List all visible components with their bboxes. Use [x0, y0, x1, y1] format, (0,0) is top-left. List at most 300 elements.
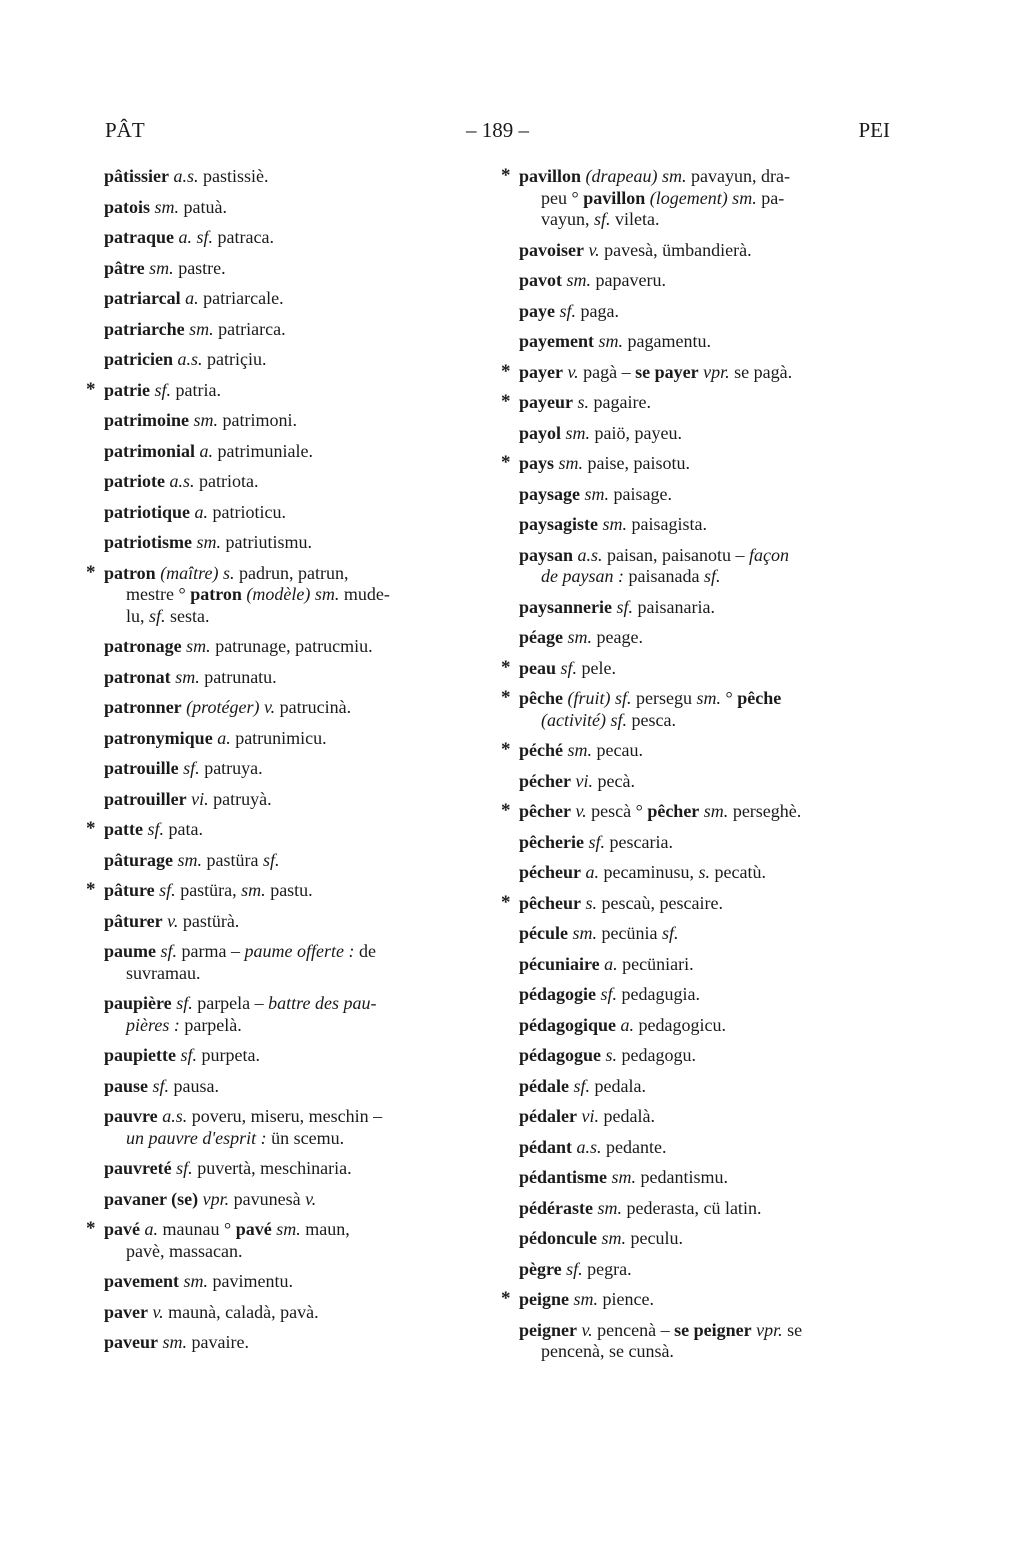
grammar-label: sf. [594, 209, 611, 229]
entry-line [104, 606, 476, 628]
translation: se pagà. [729, 361, 793, 382]
grammar-label: sf. [171, 993, 193, 1013]
translation: patruyà. [208, 788, 272, 809]
grammar-label: battre des pau- [268, 993, 377, 1013]
translation: maunà, caladà, pavà. [163, 1301, 319, 1322]
grammar-label: sf. [612, 596, 634, 617]
entry-line [519, 1167, 891, 1189]
dictionary-entry [519, 1045, 891, 1067]
grammar-label: a. sf. [174, 227, 214, 247]
translation: pastüra [202, 849, 263, 870]
headword: pédagogie [519, 984, 597, 1004]
grammar-label: (protéger) v. [181, 697, 276, 717]
headword: paupière [104, 993, 172, 1013]
translation: patrimuniale. [213, 440, 313, 461]
grammar-label: v. [305, 1188, 317, 1209]
dictionary-entry [104, 758, 476, 780]
page-number: – 189 – [466, 118, 529, 142]
headword: pêcher [519, 801, 571, 821]
translation: pescaria. [604, 831, 673, 852]
translation: puvertà, meschinaria. [192, 1158, 352, 1178]
headword: se payer [635, 361, 699, 382]
translation: patrunatu. [199, 666, 277, 687]
entry-line [519, 923, 891, 945]
dictionary-entry [104, 636, 476, 658]
entry-line [519, 188, 891, 210]
grammar-label: sm. [191, 532, 221, 552]
translation: pedalà. [599, 1106, 655, 1126]
headword: patriotique [104, 501, 191, 522]
dictionary-entry [519, 545, 891, 588]
grammar-label: sm. [170, 666, 200, 687]
translation: mude- [339, 584, 390, 604]
grammar-label: v. [162, 910, 179, 931]
entry-line [104, 789, 476, 811]
entry-line [104, 227, 476, 249]
entry-line [519, 1320, 891, 1342]
headword: patronner [104, 697, 182, 717]
translation: maun, [300, 1219, 350, 1239]
dictionary-entry [519, 1167, 891, 1189]
grammar-label: sf. [148, 1075, 170, 1096]
dictionary-entry [86, 561, 476, 628]
entry-line [104, 502, 476, 524]
grammar-label: sm. [562, 270, 592, 290]
headword: pavillon [583, 187, 646, 208]
dictionary-entry [104, 258, 476, 280]
grammar-label: sm. [179, 1271, 209, 1291]
translation: patrimoni. [218, 410, 298, 430]
translation: parpelà. [179, 1014, 242, 1035]
grammar-label: v. [148, 1301, 164, 1322]
entry-line [519, 954, 891, 976]
translation: padrun, patrun, [234, 562, 349, 583]
headword: pavé [104, 1219, 140, 1239]
asterisk-icon: * [86, 879, 96, 900]
entry-line [104, 1271, 476, 1293]
translation: patriarca. [213, 318, 286, 339]
asterisk-icon: * [501, 165, 511, 186]
grammar-label: sm. [144, 257, 174, 278]
grammar-label: a.s. [572, 1136, 602, 1157]
headword: paysage [519, 483, 581, 504]
grammar-label: v. [563, 361, 579, 382]
entry-line [519, 862, 891, 884]
entry-line [519, 514, 891, 536]
grammar-label: vpr. [751, 1319, 783, 1340]
entry-line [104, 1015, 476, 1037]
headword: peau [519, 657, 557, 678]
grammar-label: (fruit) sf. [563, 688, 632, 708]
grammar-label: sf. [263, 849, 280, 870]
translation: pavimentu. [208, 1271, 293, 1291]
grammar-label: sm. [561, 422, 591, 443]
headword: pédaler [519, 1106, 577, 1126]
entry-line [104, 941, 476, 963]
grammar-label: sf. [596, 984, 618, 1004]
headword: pause [104, 1075, 149, 1096]
translation: mestre ° [126, 584, 191, 604]
headword: paysagiste [519, 514, 599, 534]
translation: pecà. [592, 770, 635, 791]
grammar-label: sm. [568, 923, 598, 943]
dictionary-entry [501, 687, 891, 731]
dictionary-entry [104, 850, 476, 872]
entry-line [104, 1302, 476, 1324]
translation: pata. [164, 819, 203, 839]
grammar-label: sm. [569, 1289, 599, 1309]
translation: de [354, 941, 376, 961]
entry-line [104, 471, 476, 493]
entry-line [104, 1045, 476, 1067]
entry-line [519, 166, 891, 188]
entry-line [519, 1106, 891, 1128]
translation: paga. [576, 300, 619, 321]
translation: lu, [126, 605, 150, 626]
translation: pedagugia. [617, 984, 700, 1004]
headword: patrouiller [104, 788, 187, 809]
dictionary-entry [86, 818, 476, 841]
dictionary-entry [519, 423, 891, 445]
entry-line [519, 1015, 891, 1037]
asterisk-icon: * [501, 360, 511, 382]
translation: patriçiu. [202, 349, 267, 369]
grammar-label: (logement) sm. [645, 187, 757, 208]
grammar-label: vi. [186, 788, 209, 809]
entry-line [519, 301, 891, 323]
dictionary-entry [104, 197, 476, 219]
headword: patois [104, 196, 151, 217]
entry-line [519, 1289, 891, 1311]
dictionary-entry [519, 832, 891, 854]
asterisk-icon: * [86, 818, 96, 839]
headword: patron [190, 584, 242, 604]
translation: patriutismu. [221, 532, 312, 552]
translation: patrioticu. [208, 501, 286, 522]
translation: pedala. [590, 1075, 646, 1096]
entry-line [519, 331, 891, 353]
dictionary-entry [501, 1288, 891, 1311]
grammar-label: sf. [149, 379, 171, 400]
dictionary-entry [104, 532, 476, 554]
translation: pencenà, se cunsà. [541, 1341, 674, 1361]
translation: pavayun, dra- [686, 166, 790, 186]
translation: pele. [577, 657, 617, 678]
left-column [86, 166, 476, 1363]
grammar-label: v. [584, 239, 600, 260]
dictionary-entry [519, 627, 891, 649]
entry-line [519, 392, 891, 414]
grammar-label: sm. [150, 196, 180, 217]
grammar-label: sm. [563, 627, 593, 647]
translation: se [782, 1319, 803, 1340]
dictionary-entry [104, 941, 476, 984]
entry-line [519, 484, 891, 506]
grammar-label: sm. [241, 880, 266, 900]
entry-line [104, 1219, 476, 1241]
running-head-left: PÂT [105, 118, 145, 142]
dictionary-entry [104, 441, 476, 463]
headword: pédagogue [519, 1045, 602, 1065]
grammar-label: un pauvre d'esprit : [126, 1127, 267, 1148]
entry-line [519, 1137, 891, 1159]
translation: papaveru. [591, 270, 666, 290]
grammar-label: s. [573, 392, 590, 412]
grammar-label: sm. [173, 849, 203, 870]
dictionary-entry [501, 656, 891, 680]
headword: pédale [519, 1075, 570, 1096]
headword: patrie [104, 379, 150, 400]
translation: purpeta. [197, 1045, 260, 1065]
entry-line [519, 1341, 891, 1363]
entry-line [104, 1332, 476, 1354]
grammar-label: a. [599, 953, 618, 974]
grammar-label: sm. [563, 740, 593, 760]
entry-line [104, 410, 476, 432]
grammar-label: sm. [184, 318, 214, 339]
translation: pagà – [578, 361, 636, 382]
dictionary-entry [519, 597, 891, 619]
entry-line [104, 288, 476, 310]
dictionary-entry [104, 1271, 476, 1293]
translation: paisan, paisanotu – [602, 544, 750, 565]
translation: pederasta, cü latin. [622, 1197, 762, 1218]
entry-line [519, 893, 891, 915]
dictionary-entry [519, 771, 891, 793]
dictionary-entry [501, 800, 891, 823]
translation: paisagista. [627, 514, 708, 534]
translation: parma – [177, 941, 245, 961]
grammar-label: sm. [271, 1219, 301, 1239]
entry-line [104, 584, 476, 606]
grammar-label: a.s. [173, 349, 203, 369]
entry-line [519, 627, 891, 649]
entry-line [104, 197, 476, 219]
headword: pavoiser [519, 239, 584, 260]
translation: persegu [631, 688, 697, 708]
entry-line [104, 880, 476, 902]
grammar-label: sf. [569, 1075, 591, 1096]
grammar-label: (maître) s. [155, 562, 235, 583]
grammar-label: sf. [171, 1158, 193, 1178]
translation: ° [721, 688, 738, 708]
headword: pauvre [104, 1106, 158, 1126]
grammar-label: sf. [556, 657, 578, 678]
entry-line [104, 728, 476, 750]
headword: patte [104, 819, 143, 839]
grammar-label: s. [601, 1045, 618, 1065]
grammar-label: de paysan : [541, 566, 624, 586]
dictionary-entry [519, 240, 891, 262]
translation: pedagogu. [617, 1045, 697, 1065]
headword: pavaner (se) [104, 1188, 199, 1209]
grammar-label: sm. [594, 331, 624, 351]
headword: pécuniaire [519, 953, 600, 974]
dictionary-entry [519, 1137, 891, 1159]
translation: paiö, payeu. [590, 422, 682, 443]
headword: patrimonial [104, 440, 196, 461]
headword: patriote [104, 471, 165, 491]
translation: pience. [598, 1289, 654, 1309]
right-column [501, 165, 891, 1372]
headword: pêcher [647, 801, 700, 821]
translation: peu ° [541, 187, 584, 208]
headword: pâtissier [104, 166, 169, 186]
asterisk-icon: * [501, 656, 511, 678]
grammar-label: sf. [661, 923, 679, 943]
translation: pastu. [265, 880, 313, 900]
entry-line [104, 1241, 476, 1263]
translation: pastre. [173, 257, 226, 278]
asterisk-icon: * [501, 687, 511, 708]
headword: péage [519, 627, 563, 647]
grammar-label: vpr. [198, 1188, 230, 1209]
translation: pavesà, ümbandierà. [599, 239, 752, 260]
entry-line [519, 1198, 891, 1220]
dictionary-entry [104, 502, 476, 524]
grammar-label: paume offerte : [244, 941, 355, 961]
translation: peage. [592, 627, 643, 647]
dictionary-entry [519, 1320, 891, 1363]
headword: pavement [104, 1271, 179, 1291]
headword: patricien [104, 349, 173, 369]
asterisk-icon: * [86, 1218, 96, 1239]
translation: perseghè. [728, 801, 802, 821]
entry-line [519, 566, 891, 588]
entry-line [104, 667, 476, 689]
asterisk-icon: * [501, 891, 511, 913]
headword: pédoncule [519, 1228, 598, 1248]
headword: pédantisme [519, 1167, 608, 1187]
entry-line [104, 636, 476, 658]
headword: pavillon [519, 166, 582, 186]
entry-line [519, 362, 891, 384]
translation: pavè, massacan. [126, 1240, 243, 1261]
dictionary-entry [104, 1045, 476, 1067]
translation: pagamentu. [623, 331, 711, 351]
entry-line [104, 166, 476, 188]
entry-line [519, 1259, 891, 1281]
entry-line [104, 1106, 476, 1128]
asterisk-icon: * [501, 1288, 511, 1309]
headword: péché [519, 740, 563, 760]
headword: paysannerie [519, 596, 613, 617]
dictionary-entry [104, 349, 476, 371]
page-header [105, 118, 890, 148]
headword: pavot [519, 270, 563, 290]
translation: pecünia [597, 923, 662, 943]
dictionary-entry [519, 331, 891, 353]
grammar-label: (activité) sf. [541, 709, 627, 730]
headword: patriarcal [104, 288, 181, 308]
translation: pescaù, pescaire. [597, 892, 723, 913]
dictionary-entry [519, 270, 891, 292]
grammar-label: (modèle) sm. [241, 584, 340, 604]
headword: pavé [235, 1219, 272, 1239]
grammar-label: v. [577, 1319, 593, 1340]
headword: patrouille [104, 758, 179, 778]
translation: pescà ° [586, 801, 648, 821]
headword: payol [519, 422, 562, 443]
headword: patriarche [104, 318, 185, 339]
grammar-label: pières : [126, 1014, 180, 1035]
headword: payeur [519, 392, 573, 412]
dictionary-entry [519, 514, 891, 536]
entry-line [104, 1128, 476, 1150]
entry-line [519, 801, 891, 823]
dictionary-entry [104, 667, 476, 689]
entry-line [519, 1045, 891, 1067]
translation: pecaminusu, [599, 862, 699, 882]
grammar-label: sm. [592, 1197, 622, 1218]
dictionary-entry [519, 1259, 891, 1281]
dictionary-entry [519, 954, 891, 976]
grammar-label: s. [581, 892, 598, 913]
grammar-label: sf. [178, 758, 200, 778]
translation: pavaire. [187, 1332, 249, 1352]
dictionary-entry [104, 410, 476, 432]
headword: patron [104, 562, 156, 583]
grammar-label: sm. [554, 453, 584, 473]
dictionary-entry [519, 923, 891, 945]
grammar-label: sf. [561, 1258, 583, 1279]
dictionary-entry [104, 1076, 476, 1098]
entry-line [104, 1076, 476, 1098]
dictionary-entry [104, 697, 476, 719]
translation: pausa. [169, 1075, 220, 1096]
entry-line [104, 319, 476, 341]
entry-line [519, 423, 891, 445]
grammar-label: a. [180, 288, 199, 308]
headword: peigner [519, 1319, 577, 1340]
grammar-label: s. [698, 862, 710, 882]
dictionary-entry [86, 879, 476, 902]
grammar-label: a.s. [157, 1106, 188, 1126]
translation: vayun, [541, 209, 594, 229]
headword: pâturage [104, 849, 173, 870]
asterisk-icon: * [501, 452, 511, 473]
grammar-label: sf. [143, 819, 165, 839]
dictionary-entry [104, 1106, 476, 1149]
dictionary-entry [104, 911, 476, 933]
dictionary-entry [104, 227, 476, 249]
dictionary-entry [501, 165, 891, 231]
dictionary-entry [501, 391, 891, 414]
translation: maunau ° [158, 1219, 236, 1239]
dictionary-entry [104, 288, 476, 310]
translation: pedantismu. [636, 1167, 729, 1187]
headword: pédéraste [519, 1197, 593, 1218]
entry-line [104, 819, 476, 841]
grammar-label: sm. [158, 1332, 188, 1352]
dictionary-entry [519, 301, 891, 323]
grammar-label: sm. [598, 514, 628, 534]
headword: paysan [519, 544, 574, 565]
translation: patrucinà. [275, 697, 352, 717]
grammar-label: vi. [570, 770, 593, 791]
translation: pecüniari. [617, 953, 694, 974]
grammar-label: sm. [696, 688, 722, 708]
dictionary-entry [519, 484, 891, 506]
headword: pêcheur [519, 892, 581, 913]
grammar-label: sf. [149, 605, 166, 626]
entry-line [104, 258, 476, 280]
entry-line [519, 740, 891, 762]
grammar-label: sf. [703, 566, 721, 586]
grammar-label: sf. [555, 300, 577, 321]
headword: pédant [519, 1136, 573, 1157]
dictionary-entry [104, 166, 476, 188]
